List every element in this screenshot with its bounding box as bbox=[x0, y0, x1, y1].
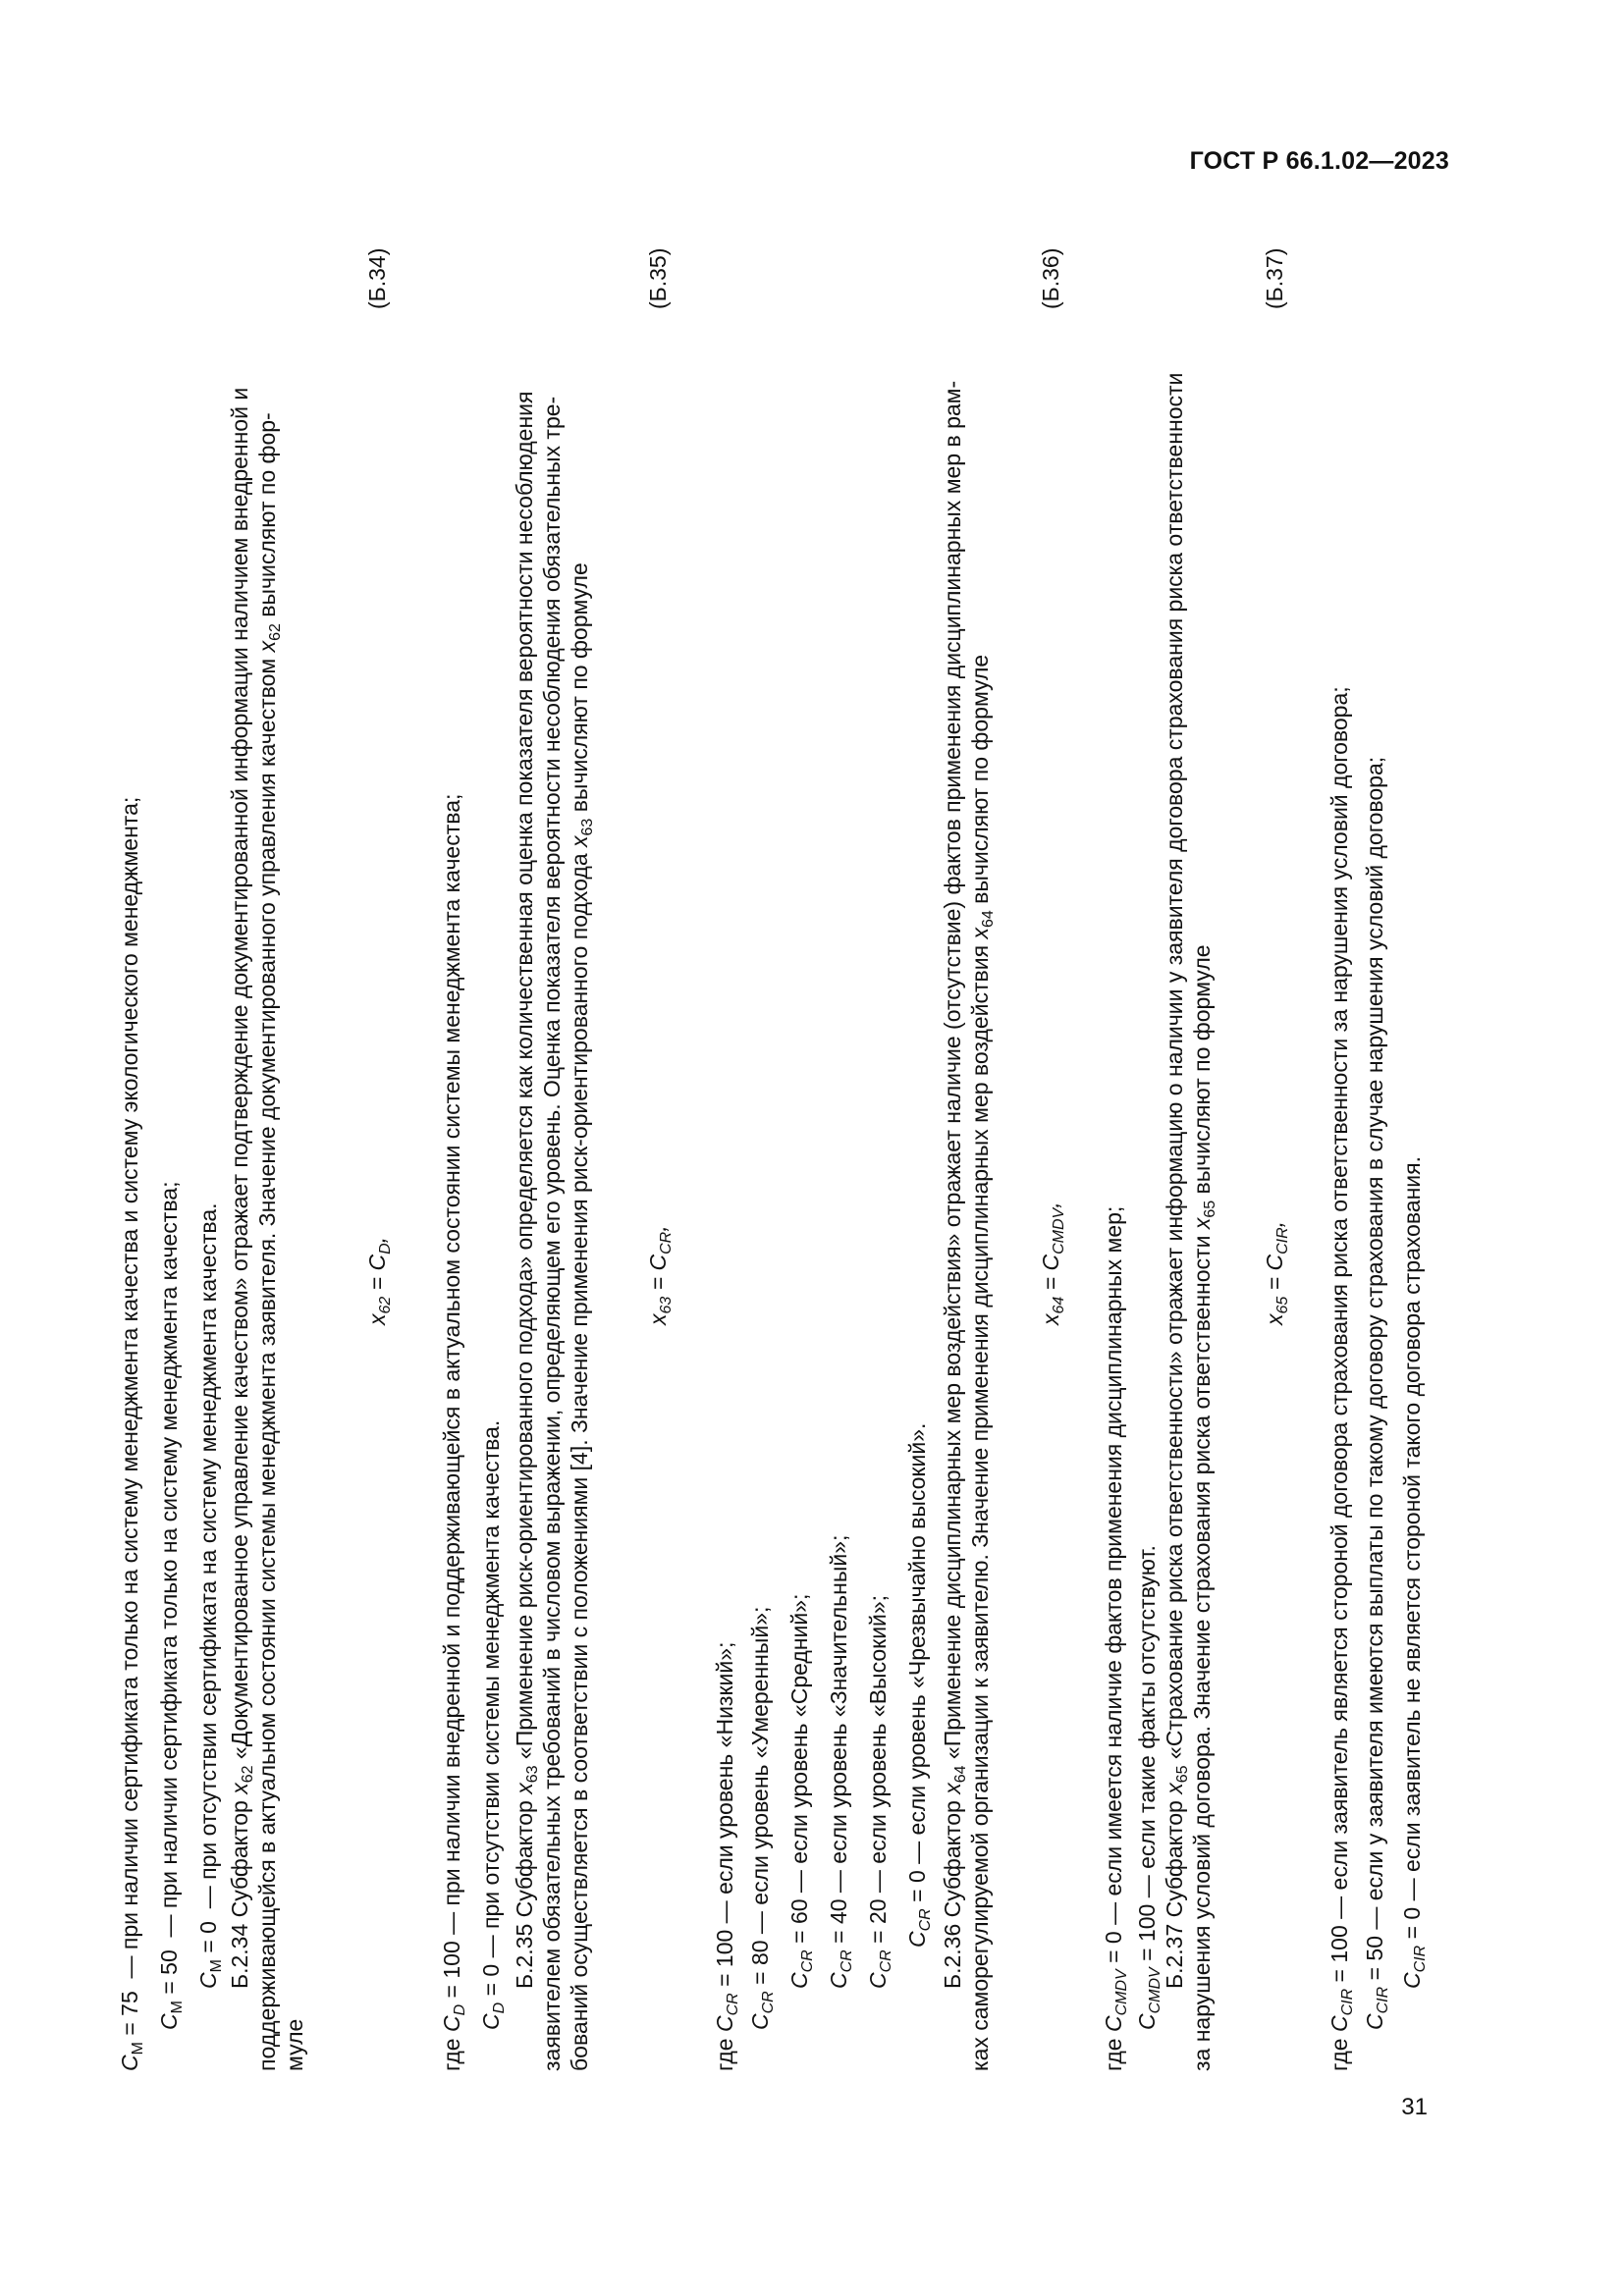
text-line: где $C_D = 100$ — при наличии внедренной и поддерживающейся в актуальном состоянии системы менеджмента качества; bbox=[439, 793, 468, 2071]
text-line: $C_M = 75$ — при наличии сертификата только на систему менеджмента качества и систему экологического менеджмента; bbox=[117, 796, 146, 2071]
paragraph-b235: Б.2.35 Субфактор $x_{63}$ «Применение риск-ориентированного подхода» определяется как количественная оценка показателя вероятности несоблюдения bbox=[512, 391, 541, 1989]
formula-b34: $x_{62} = C_D$, bbox=[364, 1236, 394, 1325]
formula-b36: $x_{64} = C_{CMDV}$, bbox=[1038, 1201, 1067, 1325]
page-number: 31 bbox=[1401, 2094, 1428, 2120]
text-line: $C_M = 0$ — при отсутствии сертификата на систему менеджмента качества. bbox=[195, 1202, 225, 1989]
text-line: $C_{CR} = 80$ — если уровень «Умеренный»; bbox=[747, 1606, 777, 2030]
text-line: бований осуществляется в соответствии с положениями [4]. Значение применения риск-ориентированного подхода $x_{63}$ вычисляют по формуле bbox=[567, 562, 596, 2071]
text-line: ках саморегулируемой организации к заявителю. Значение применения дисциплинарных мер воздействия $x_{64}$ вычисляют по формуле bbox=[967, 654, 997, 2071]
formula-number: (Б.34) bbox=[364, 247, 390, 309]
text-line: поддерживающейся в актуальном состоянии системы менеджмента заявителя. Значение документированного управления качеством $x_{62}$ вычисляют по фор- bbox=[254, 412, 284, 2071]
text-line: за нарушения условий договора. Значение страхования риска ответственности $x_{65}$ вычисляют по формуле bbox=[1189, 944, 1218, 2071]
paragraph-b237: Б.2.37 Субфактор $x_{65}$ «Страхование риска ответственности» отражает информацию о наличии у заявителя договора страхования риска ответственности bbox=[1162, 372, 1191, 1989]
text-line: $C_{CR} = 60$ — если уровень «Средний»; bbox=[786, 1593, 816, 1989]
text-line: где $C_{CMDV} = 0$ — если имеется наличие фактов применения дисциплинарных мер; bbox=[1101, 1205, 1130, 2071]
formula-number: (Б.35) bbox=[645, 247, 671, 309]
text-line: $C_{CR} = 0$ — если уровень «Чрезвычайно высокий». bbox=[904, 1422, 934, 1948]
formula-b35: $x_{63} = C_{CR}$, bbox=[645, 1225, 675, 1325]
text-line: $C_{CR} = 20$ — если уровень «Высокий»; bbox=[865, 1594, 894, 1989]
text-line: $C_{CIR} = 50$ — если у заявителя имеются выплаты по такому договору страхования в случае нарушения условий договора; bbox=[1362, 756, 1391, 2030]
paragraph-b234: Б.2.34 Субфактор $x_{62}$ «Документированное управление качеством» отражает подтверждение документированной информации наличием внедренной и bbox=[227, 387, 256, 1989]
text-line: муле bbox=[282, 2018, 307, 2071]
formula-number: (Б.37) bbox=[1262, 247, 1287, 309]
text-line: где $C_{CR} = 100$ — если уровень «Низкий»; bbox=[712, 1641, 741, 2071]
formula-number: (Б.36) bbox=[1038, 247, 1063, 309]
rotated-content bbox=[116, 226, 1432, 2071]
text-line: где $C_{CIR} = 100$ — если заявитель является стороной договора страхования риска ответственности за нарушения условий договора; bbox=[1326, 686, 1356, 2071]
text-line: $C_D = 0$ — при отсутствии системы менеджмента качества. bbox=[478, 1419, 508, 2030]
text-line: $C_{CMDV} = 100$ — если такие факты отсутствуют. bbox=[1134, 1545, 1164, 2030]
text-line: $C_M = 50$ — при наличии сертификата только на систему менеджмента качества; bbox=[156, 1181, 186, 2030]
text-line: $C_{CR} = 40$ — если уровень «Значительный»; bbox=[826, 1534, 855, 1989]
document-header: ГОСТ Р 66.1.02—2023 bbox=[1189, 147, 1449, 175]
text-line: $C_{CIR} = 0$ — если заявитель не является стороной такого договора страхования. bbox=[1399, 1156, 1429, 1989]
formula-b37: $x_{65} = C_{CIR}$, bbox=[1262, 1220, 1291, 1325]
text-line: заявителем обязательных требований в числовом выражении, определяющем его уровень. Оценка показателя вероятности несоблюдения обязательных тре- bbox=[539, 396, 565, 2071]
paragraph-b236: Б.2.36 Субфактор $x_{64}$ «Применение дисциплинарных мер воздействия» отражает наличие (отсутствие) фактов применения дисциплинарных мер в рам- bbox=[940, 380, 969, 1989]
